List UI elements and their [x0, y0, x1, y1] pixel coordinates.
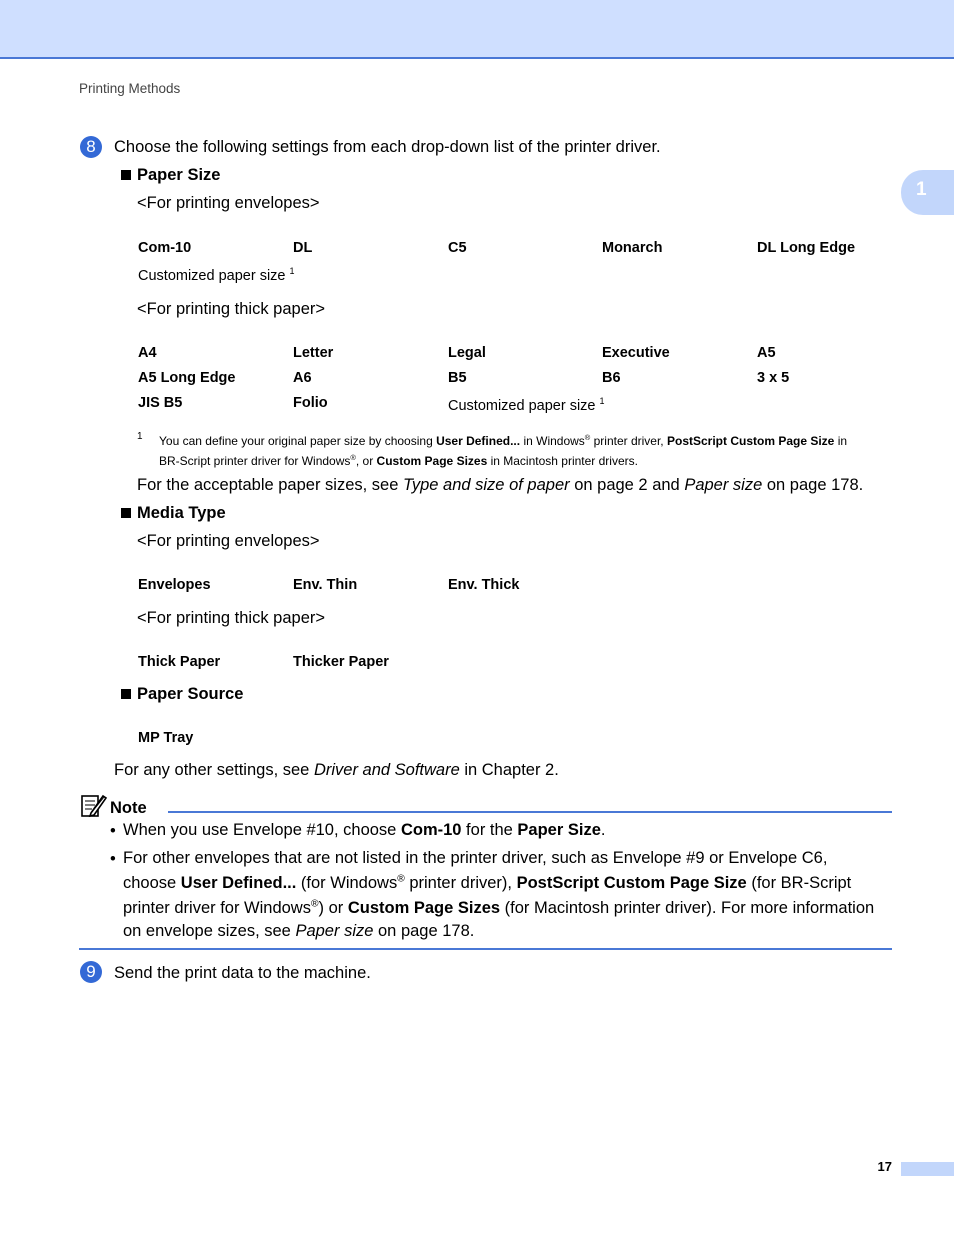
text-run: .: [600, 821, 606, 839]
registered-mark: ®: [397, 873, 405, 885]
paper-size-thick-label: <For printing thick paper>: [137, 300, 326, 318]
text-run: ) or: [318, 899, 348, 917]
text-run: printer driver),: [404, 874, 517, 892]
note-bullet-1: [123, 818, 605, 843]
footnote-text: in Macintosh printer drivers.: [487, 454, 638, 468]
footnote-text: BR-Script printer driver for Windows: [159, 454, 351, 468]
option-a6: A6: [293, 370, 312, 386]
step-8-text: Choose the following settings from each drop-down list of the printer driver.: [114, 138, 661, 156]
text-run: (for Macintosh printer driver). For more information: [500, 899, 875, 917]
footnote-ref: 1: [599, 396, 605, 407]
note-line: [123, 921, 874, 941]
note-line: [123, 896, 874, 921]
step-8-marker: 8: [80, 136, 102, 158]
note-line: For other envelopes that are not listed in the printer driver, such as Envelope #9 or Envelope C6,: [123, 849, 828, 867]
text-run: in Chapter 2.: [459, 761, 559, 779]
option-jis-b5: JIS B5: [138, 395, 183, 411]
footnote-text: in: [834, 434, 848, 448]
step-9-marker: 9: [80, 961, 102, 983]
footnote-text: printer driver,: [590, 434, 667, 448]
option-envelopes: Envelopes: [138, 577, 211, 593]
chapter-tab: [901, 170, 954, 215]
square-bullet-icon: [121, 689, 131, 699]
bold-term: PostScript Custom Page Size: [516, 874, 747, 892]
registered-mark: ®: [584, 433, 591, 442]
cross-reference-link[interactable]: Type and size of paper: [402, 476, 570, 494]
text-run: on page 178.: [373, 922, 475, 940]
option-legal: Legal: [448, 345, 486, 361]
square-bullet-icon: [121, 508, 131, 518]
bold-term: User Defined...: [180, 874, 297, 892]
square-bullet-icon: [121, 170, 131, 180]
text-run: on page 178.: [762, 476, 864, 494]
footnote-line-2: [159, 451, 638, 471]
page-number-bar: [901, 1162, 954, 1176]
text-run: (for Windows: [296, 874, 398, 892]
text-run: for the: [461, 821, 518, 839]
note-top-rule: [168, 811, 892, 813]
running-title: Printing Methods: [79, 81, 181, 96]
top-header-band: [0, 0, 954, 59]
note-line: [123, 871, 874, 896]
footnote-bold: User Defined...: [436, 434, 521, 448]
cross-reference-link[interactable]: Driver and Software: [313, 761, 460, 779]
chapter-tab-number: 1: [916, 179, 927, 200]
option-env-thick: Env. Thick: [448, 577, 520, 593]
footnote-bold: Custom Page Sizes: [376, 454, 488, 468]
text-run: printer driver for Windows: [123, 899, 311, 917]
footnote-text: You can define your original paper size by choosing: [159, 434, 437, 448]
option-com10: Com-10: [138, 240, 192, 256]
text-run: (for BR-Script: [746, 874, 852, 892]
footnote-mark: 1: [137, 431, 143, 442]
note-label: Note: [110, 799, 147, 817]
media-type-thick-label: <For printing thick paper>: [137, 609, 326, 627]
acceptable-sizes-text: [137, 476, 863, 495]
option-3x5: 3 x 5: [757, 370, 790, 386]
paper-size-heading: Paper Size: [137, 166, 221, 184]
footnote-line-1: [159, 431, 847, 451]
footnote-ref: 1: [289, 266, 295, 277]
text-run: on page 2 and: [569, 476, 685, 494]
step-9-text: Send the print data to the machine.: [114, 964, 371, 982]
note-bullet-2: [123, 846, 874, 941]
footnote-text: in Windows: [520, 434, 585, 448]
option-dl-long-edge: DL Long Edge: [757, 240, 856, 256]
option-a5-long-edge: A5 Long Edge: [138, 370, 236, 386]
bold-term: Com-10: [400, 821, 462, 839]
paper-source-heading: Paper Source: [137, 685, 244, 703]
option-monarch: Monarch: [602, 240, 663, 256]
registered-mark: ®: [350, 453, 356, 462]
text-run: For any other settings, see: [114, 761, 314, 779]
option-c5: C5: [448, 240, 467, 256]
option-folio: Folio: [293, 395, 328, 411]
option-executive: Executive: [602, 345, 670, 361]
footnote-bold: PostScript Custom Page Size: [666, 434, 835, 448]
text-run: For the acceptable paper sizes, see: [137, 476, 403, 494]
bold-term: Paper Size: [517, 821, 601, 839]
footnote-text: , or: [355, 454, 377, 468]
option-customized-thick: [448, 398, 605, 414]
option-a4: A4: [138, 345, 157, 361]
option-mp-tray: MP Tray: [138, 730, 194, 746]
option-customized-envelopes: [138, 268, 295, 284]
cross-reference-link[interactable]: Paper size: [295, 922, 374, 940]
option-b6: B6: [602, 370, 621, 386]
text-run: choose: [123, 874, 181, 892]
media-type-heading: Media Type: [137, 504, 226, 522]
option-letter: Letter: [293, 345, 334, 361]
cross-reference-link[interactable]: Paper size: [684, 476, 763, 494]
bullet-dot: •: [110, 822, 116, 840]
bullet-dot: •: [110, 850, 116, 868]
media-type-envelopes-label: <For printing envelopes>: [137, 532, 320, 550]
registered-mark: ®: [310, 898, 319, 910]
text-run: When you use Envelope #10, choose: [123, 821, 401, 839]
option-b5: B5: [448, 370, 467, 386]
other-settings-text: [114, 761, 559, 780]
page-number: 17: [877, 1159, 892, 1174]
customized-label: Customized paper size: [448, 398, 596, 414]
paper-size-envelopes-label: <For printing envelopes>: [137, 194, 320, 212]
note-pencil-icon: [80, 792, 108, 820]
customized-label: Customized paper size: [138, 268, 286, 284]
bold-term: Custom Page Sizes: [347, 899, 501, 917]
note-bottom-rule: [79, 948, 892, 950]
text-run: on envelope sizes, see: [123, 922, 296, 940]
option-dl: DL: [293, 240, 313, 256]
option-thicker-paper: Thicker Paper: [293, 654, 389, 670]
option-env-thin: Env. Thin: [293, 577, 358, 593]
option-thick-paper: Thick Paper: [138, 654, 221, 670]
option-a5: A5: [757, 345, 776, 361]
